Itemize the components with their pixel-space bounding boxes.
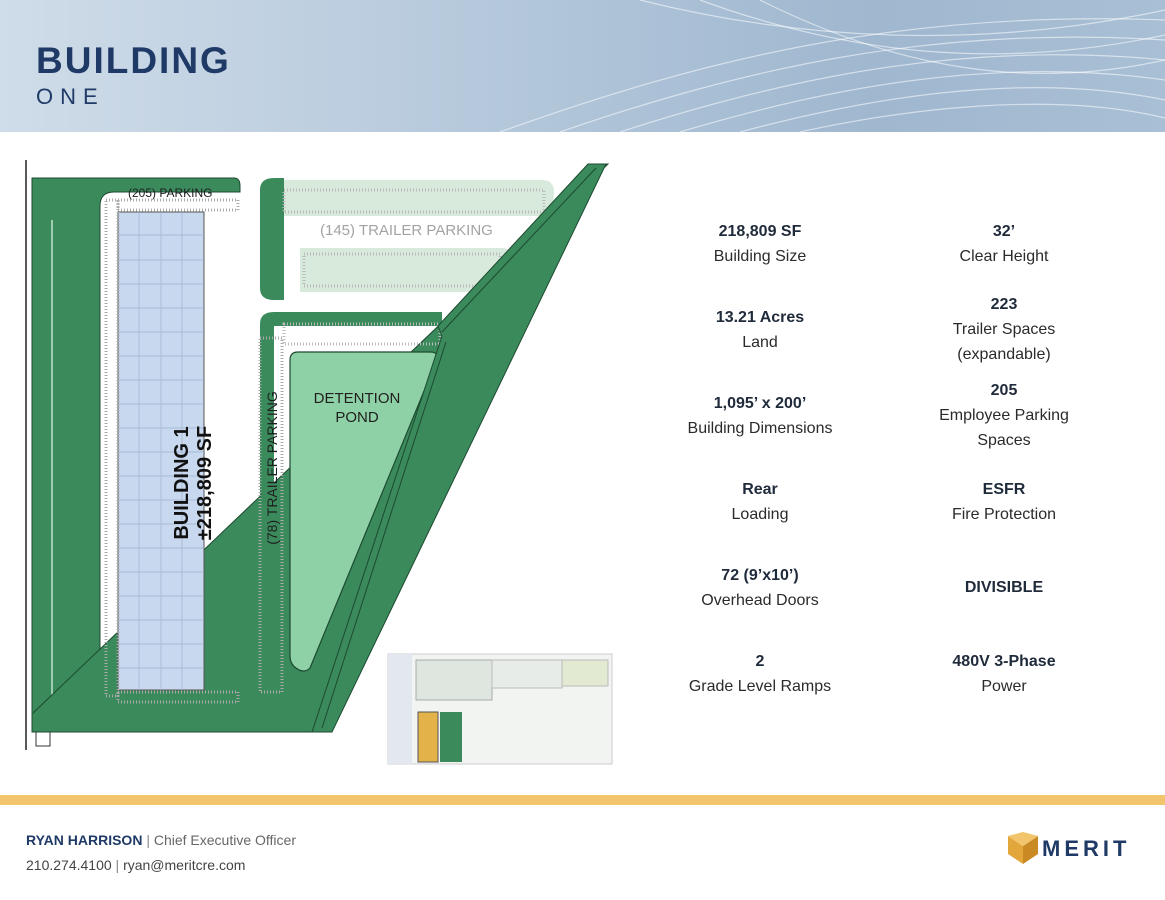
- spec-label: Grade Level Ramps: [688, 678, 832, 695]
- spec-power: [884, 649, 1124, 699]
- building-name: BUILDING 1: [171, 426, 193, 540]
- spec-label-2: Spaces: [977, 432, 1031, 449]
- parking-205-label: (205) PARKING: [128, 186, 213, 200]
- spec-label: Fire Protection: [951, 506, 1057, 523]
- spec-label: Building Size: [713, 248, 807, 265]
- spec-value: 32’: [992, 223, 1016, 240]
- contact-line: [26, 832, 296, 848]
- spec-label: Building Dimensions: [687, 420, 833, 437]
- spec-trailer-spaces: [884, 292, 1124, 367]
- spec-value: 1,095’ x 200’: [713, 395, 807, 412]
- contact-separator-2: |: [115, 857, 120, 873]
- contact-email[interactable]: ryan@meritcre.com: [123, 857, 246, 873]
- spec-label: Clear Height: [959, 248, 1049, 265]
- contact-name: RYAN HARRISON: [26, 832, 143, 848]
- spec-fire-protection: [884, 477, 1124, 527]
- building-label: [171, 353, 217, 613]
- spec-label: Employee Parking: [939, 407, 1069, 424]
- spec-label: Land: [742, 334, 778, 351]
- spec-label: Overhead Doors: [701, 592, 819, 609]
- specs-grid: [640, 215, 1140, 715]
- spec-employee-parking: [884, 378, 1124, 453]
- spec-value: 72 (9’x10’): [721, 567, 799, 584]
- accent-band: [0, 795, 1165, 805]
- page-title: BUILDING: [36, 40, 231, 81]
- merit-logo-text: MERIT: [1042, 836, 1131, 861]
- contact-phone[interactable]: 210.274.4100: [26, 857, 112, 873]
- spec-value: 480V 3-Phase: [952, 653, 1056, 670]
- spec-land: [640, 305, 880, 355]
- spec-value: ESFR: [982, 481, 1026, 498]
- site-plan: [22, 160, 622, 770]
- spec-label: Power: [981, 678, 1027, 695]
- detention-pond-label: [302, 389, 412, 427]
- spec-loading: [640, 477, 880, 527]
- spec-value: 205: [990, 382, 1018, 399]
- spec-value: 2: [755, 653, 765, 670]
- building-area: ±218,809 SF: [194, 425, 216, 541]
- spec-grade-level-ramps: [640, 649, 880, 699]
- spec-building-dimensions: [640, 391, 880, 441]
- trailer-parking-78-label: (78) TRAILER PARKING: [264, 391, 280, 545]
- contact-details: [26, 857, 245, 873]
- pond-line1: DETENTION: [313, 390, 401, 407]
- spec-divisible: [884, 575, 1124, 600]
- location-inset-map: [388, 654, 612, 764]
- spec-building-size: [640, 219, 880, 269]
- trailer-parking-145-label: (145) TRAILER PARKING: [320, 222, 493, 239]
- site-plan-drawing: [22, 160, 622, 770]
- header-banner: [0, 0, 1165, 132]
- spec-label: Trailer Spaces: [952, 321, 1056, 338]
- spec-value: 13.21 Acres: [715, 309, 805, 326]
- merit-logo-icon: [1008, 832, 1038, 866]
- page-subtitle: ONE: [36, 84, 105, 109]
- spec-overhead-doors: [640, 563, 880, 613]
- contact-role: Chief Executive Officer: [153, 832, 296, 848]
- spec-value: Rear: [742, 481, 778, 498]
- spec-label-2: (expandable): [957, 346, 1051, 363]
- spec-value: DIVISIBLE: [964, 579, 1044, 596]
- pond-line2: POND: [335, 409, 379, 426]
- spec-value: 223: [990, 296, 1018, 313]
- spec-clear-height: [884, 219, 1124, 269]
- spec-value: 218,809 SF: [718, 223, 802, 240]
- contact-separator: |: [146, 832, 150, 848]
- spec-label: Loading: [731, 506, 789, 523]
- merit-logo: [1008, 832, 1138, 866]
